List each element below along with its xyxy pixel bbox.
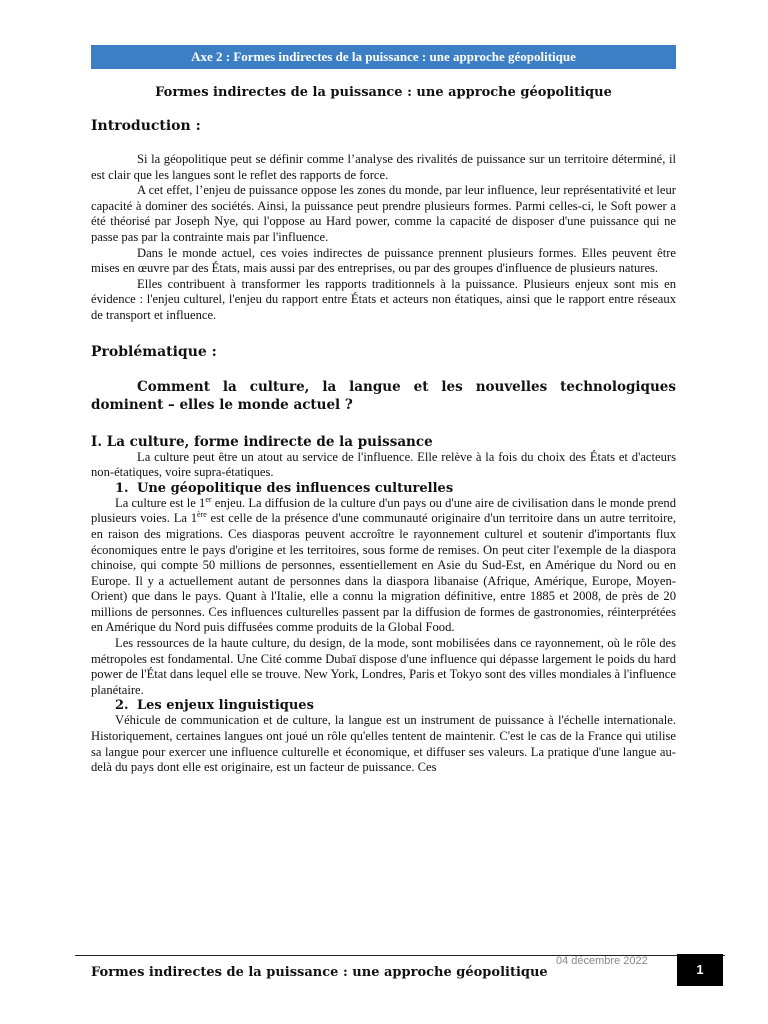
- subsection-1-paragraph-2: Les ressources de la haute culture, du design, de la mode, sont mobilisées dans ce rayonnement, où le rôle des métropoles est fondamental. Une Cité comme Dubaï dispose d'une influence qui dépasse largement le poids du hard power de l'État dans lequel elle se trouve. New York, Londres, Paris et Tokyo sont des villes mondiales à l'influence planétaire.: [91, 636, 676, 697]
- document-subtitle: Formes indirectes de la puissance : une approche géopolitique: [155, 85, 612, 100]
- subsection-2-paragraph-1: Véhicule de communication et de culture, la langue est un instrument de puissance à l'échelle internationale. Historiquement, certaines langues ont joué un rôle qu'elles tentent de maintenir. C'est le cas de la France qui utilise sa langue pour exercer une influence culturelle et économique, et diffuser ses valeurs. La pratique d'une langue au-delà du pays dont elle est originaire, est un facteur de puissance. Ces: [91, 713, 676, 775]
- page-number: 1: [677, 954, 723, 986]
- subsection-1-title: Une géopolitique des influences culturelles: [137, 480, 454, 496]
- subsection-2-heading: [115, 698, 676, 713]
- subsection-1-heading: [115, 481, 676, 496]
- text-run: est celle de la présence d'une communauté originaire d'un territoire dans un autre territoire, en raison des migrations. Ces diasporas peuvent accroître le rayonnement culturel et soutenir d'importants flux économiques entre le pays d'origine et les territoires, sous forme de remises. On peut citer l'exemple de la diaspora chinoise, qui compte 50 millions de personnes, essentiellement en Asie du Sud-Est, en Amérique du Nord ou en Europe. Il y a actuellement autant de personnes dans la diaspora libanaise (Afrique, Amérique, Europe, Moyen-Orient) que dans le pays. Quant à l'Italie, elle a connu la migration définitive, entre 1885 et 2008, de près de 20 millions de personnes. Ces influences culturelles passent par la diffusion de formes de gastronomies, réinterprétées en Amérique du Nord puis diffusées comme produits de la Global Food.: [91, 511, 677, 635]
- superscript: ère: [197, 510, 207, 520]
- footer-title: Formes indirectes de la puissance : une approche géopolitique: [91, 965, 548, 980]
- problem-heading: Problématique :: [91, 343, 217, 360]
- intro-heading: Introduction :: [91, 118, 201, 134]
- text-run: La culture est le 1: [115, 495, 206, 510]
- section-1-heading: I. La culture, forme indirecte de la puissance: [91, 433, 433, 450]
- subsection-2-number: 2.: [115, 698, 129, 714]
- intro-paragraph-4: Elles contribuent à transformer les rapports traditionnels à la puissance. Plusieurs enjeux sont mis en évidence : l'enjeu culturel, l'enjeu du rapport entre États et acteurs non étatiques, ainsi que le rapport entre réseaux de transport et influence.: [91, 276, 676, 322]
- document-body: [91, 118, 676, 776]
- chapter-banner: Axe 2 : Formes indirectes de la puissance : une approche géopolitique: [91, 45, 676, 69]
- intro-paragraph-3: Dans le monde actuel, ces voies indirectes de puissance prennent plusieurs formes. Elles peuvent être mises en œuvre par des États, mais aussi par des entreprises, ou par des groupes d'influence de plusieurs natures.: [91, 245, 676, 276]
- problem-question: Comment la culture, la langue et les nouvelles technologiques dominent – elles le monde actuel ?: [91, 378, 676, 413]
- section-1-intro: La culture peut être un atout au service de l'influence. Elle relève à la fois du choix des États et d'acteurs non-étatiques, voire supra-étatiques.: [91, 449, 676, 480]
- intro-paragraph-1: Si la géopolitique peut se définir comme l’analyse des rivalités de puissance sur un territoire déterminé, il est clair que les langues sont le reflet des rapports de force.: [91, 152, 676, 182]
- intro-paragraph-2: A cet effet, l’enjeu de puissance oppose les zones du monde, par leur influence, leur représentativité et leur capacité à dominer des sociétés. Ainsi, la puissance peut prendre plusieurs formes. Parmi celles-ci, le Soft power a été théorisé par Joseph Nye, qui l'oppose au Hard power, comme la capacité de disposer d'une puissance qui ne passe pas par la contrainte mais par l'influence.: [91, 183, 676, 244]
- superscript: er: [205, 494, 212, 504]
- footer-date: 04 décembre 2022: [556, 955, 648, 967]
- text-run: enjeu. La diffusion de la culture d'un pays ou d'une aire de civilisation dans le monde prend plusieurs voies. La 1: [91, 495, 676, 526]
- subsection-2-title: Les enjeux linguistiques: [137, 698, 314, 714]
- subsection-1-paragraph-1: [91, 496, 676, 636]
- subsection-1-number: 1.: [115, 480, 129, 496]
